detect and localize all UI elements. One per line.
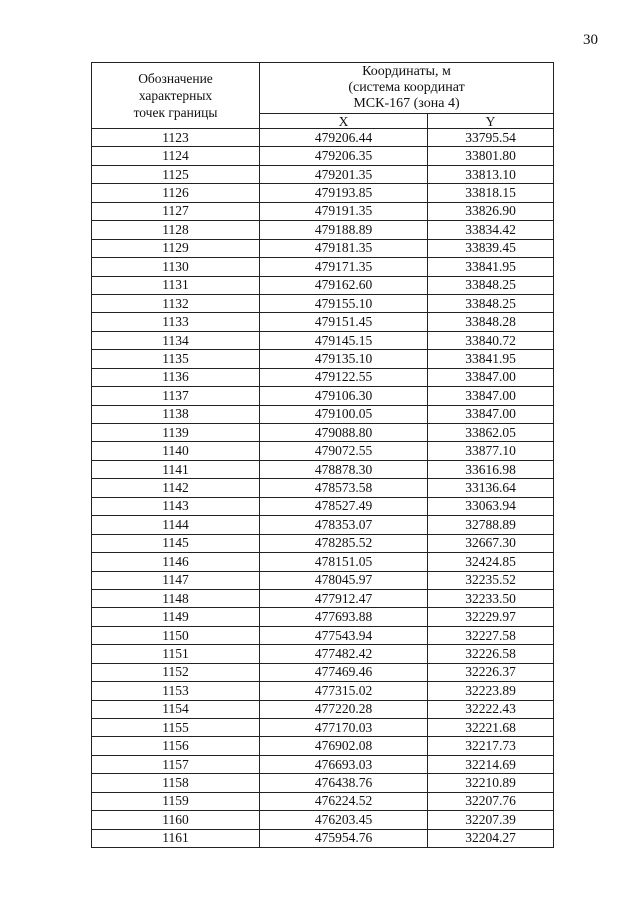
x-cell: 479206.44 (260, 129, 428, 147)
x-cell: 476438.76 (260, 774, 428, 792)
table-row (92, 663, 554, 681)
x-cell: 478353.07 (260, 516, 428, 534)
point-cell: 1143 (92, 497, 260, 515)
x-cell: 479201.35 (260, 165, 428, 183)
point-cell: 1149 (92, 608, 260, 626)
header-x: X (260, 114, 428, 129)
point-cell: 1161 (92, 829, 260, 847)
x-cell: 479191.35 (260, 202, 428, 220)
x-cell: 478045.97 (260, 571, 428, 589)
x-cell: 479188.89 (260, 221, 428, 239)
x-cell: 477693.88 (260, 608, 428, 626)
point-cell: 1160 (92, 811, 260, 829)
page-number: 30 (583, 32, 598, 48)
y-cell: 33839.45 (428, 239, 554, 257)
point-cell: 1123 (92, 129, 260, 147)
y-cell: 33840.72 (428, 331, 554, 349)
x-cell: 479162.60 (260, 276, 428, 294)
header-y: Y (428, 114, 554, 129)
table-row (92, 313, 554, 331)
x-cell: 476902.08 (260, 737, 428, 755)
y-cell: 33801.80 (428, 147, 554, 165)
table-row (92, 129, 554, 147)
point-cell: 1124 (92, 147, 260, 165)
y-cell: 32222.43 (428, 700, 554, 718)
x-cell: 479155.10 (260, 294, 428, 312)
table-row (92, 737, 554, 755)
table-row (92, 645, 554, 663)
y-cell: 32223.89 (428, 682, 554, 700)
x-cell: 475954.76 (260, 829, 428, 847)
point-cell: 1129 (92, 239, 260, 257)
point-cell: 1141 (92, 460, 260, 478)
table-row (92, 294, 554, 312)
point-cell: 1137 (92, 387, 260, 405)
x-cell: 477482.42 (260, 645, 428, 663)
point-cell: 1146 (92, 553, 260, 571)
y-cell: 33136.64 (428, 479, 554, 497)
header-point-designation (92, 63, 260, 129)
coordinates-table (91, 62, 554, 848)
x-cell: 477912.47 (260, 589, 428, 607)
y-cell: 32217.73 (428, 737, 554, 755)
table-row (92, 202, 554, 220)
y-cell: 32424.85 (428, 553, 554, 571)
y-cell: 33795.54 (428, 129, 554, 147)
x-cell: 479171.35 (260, 258, 428, 276)
table-row (92, 387, 554, 405)
y-cell: 32229.97 (428, 608, 554, 626)
table-row (92, 497, 554, 515)
y-cell: 32207.76 (428, 792, 554, 810)
point-cell: 1150 (92, 626, 260, 644)
point-cell: 1127 (92, 202, 260, 220)
x-cell: 477220.28 (260, 700, 428, 718)
table-row (92, 774, 554, 792)
table-row (92, 589, 554, 607)
x-cell: 479122.55 (260, 368, 428, 386)
x-cell: 479100.05 (260, 405, 428, 423)
x-cell: 478285.52 (260, 534, 428, 552)
header-point-line: характерных (138, 88, 213, 103)
table-row (92, 221, 554, 239)
y-cell: 33848.25 (428, 276, 554, 294)
point-cell: 1139 (92, 424, 260, 442)
table-row (92, 755, 554, 773)
y-cell: 32221.68 (428, 719, 554, 737)
point-cell: 1158 (92, 774, 260, 792)
table-row (92, 368, 554, 386)
table-row (92, 239, 554, 257)
y-cell: 32226.58 (428, 645, 554, 663)
y-cell: 33826.90 (428, 202, 554, 220)
table-row (92, 442, 554, 460)
y-cell: 33813.10 (428, 165, 554, 183)
y-cell: 32667.30 (428, 534, 554, 552)
y-cell: 33877.10 (428, 442, 554, 460)
x-cell: 479106.30 (260, 387, 428, 405)
y-cell: 33848.28 (428, 313, 554, 331)
point-cell: 1154 (92, 700, 260, 718)
y-cell: 32227.58 (428, 626, 554, 644)
x-cell: 479135.10 (260, 350, 428, 368)
point-cell: 1126 (92, 184, 260, 202)
point-cell: 1155 (92, 719, 260, 737)
y-cell: 33862.05 (428, 424, 554, 442)
table-row (92, 700, 554, 718)
table-row (92, 571, 554, 589)
point-cell: 1145 (92, 534, 260, 552)
table-row (92, 811, 554, 829)
point-cell: 1144 (92, 516, 260, 534)
table-row (92, 792, 554, 810)
y-cell: 32214.69 (428, 755, 554, 773)
table-row (92, 331, 554, 349)
x-cell: 477469.46 (260, 663, 428, 681)
point-cell: 1152 (92, 663, 260, 681)
y-cell: 32235.52 (428, 571, 554, 589)
table-row (92, 147, 554, 165)
y-cell: 33063.94 (428, 497, 554, 515)
table-row (92, 424, 554, 442)
x-cell: 479151.45 (260, 313, 428, 331)
point-cell: 1128 (92, 221, 260, 239)
point-cell: 1130 (92, 258, 260, 276)
x-cell: 479145.15 (260, 331, 428, 349)
x-cell: 478527.49 (260, 497, 428, 515)
point-cell: 1153 (92, 682, 260, 700)
point-cell: 1138 (92, 405, 260, 423)
table-row (92, 534, 554, 552)
y-cell: 33841.95 (428, 258, 554, 276)
y-cell: 33847.00 (428, 387, 554, 405)
coordinates-table-body (92, 129, 554, 848)
point-cell: 1142 (92, 479, 260, 497)
header-point-line: Обозначение (138, 71, 213, 86)
y-cell: 32210.89 (428, 774, 554, 792)
table-row (92, 719, 554, 737)
table-row (92, 553, 554, 571)
table-row (92, 460, 554, 478)
point-cell: 1157 (92, 755, 260, 773)
x-cell: 476224.52 (260, 792, 428, 810)
point-cell: 1134 (92, 331, 260, 349)
point-cell: 1132 (92, 294, 260, 312)
y-cell: 32226.37 (428, 663, 554, 681)
x-cell: 477315.02 (260, 682, 428, 700)
y-cell: 33841.95 (428, 350, 554, 368)
x-cell: 479088.80 (260, 424, 428, 442)
point-cell: 1140 (92, 442, 260, 460)
y-cell: 32204.27 (428, 829, 554, 847)
header-coords-line: МСК-167 (зона 4) (353, 96, 460, 111)
x-cell: 478151.05 (260, 553, 428, 571)
x-cell: 476203.45 (260, 811, 428, 829)
x-cell: 479206.35 (260, 147, 428, 165)
x-cell: 478878.30 (260, 460, 428, 478)
y-cell: 33616.98 (428, 460, 554, 478)
header-coords-line: (система координат (348, 80, 465, 95)
header-point-line: точек границы (133, 105, 218, 120)
point-cell: 1159 (92, 792, 260, 810)
table-row (92, 405, 554, 423)
point-cell: 1135 (92, 350, 260, 368)
table-row (92, 184, 554, 202)
y-cell: 33834.42 (428, 221, 554, 239)
x-cell: 477543.94 (260, 626, 428, 644)
table-row (92, 516, 554, 534)
table-row (92, 479, 554, 497)
header-coordinates (260, 63, 554, 114)
point-cell: 1133 (92, 313, 260, 331)
table-row (92, 829, 554, 847)
header-coords-line: Координаты, м (362, 64, 451, 79)
y-cell: 32207.39 (428, 811, 554, 829)
point-cell: 1148 (92, 589, 260, 607)
table-row (92, 165, 554, 183)
x-cell: 479072.55 (260, 442, 428, 460)
point-cell: 1151 (92, 645, 260, 663)
table-row (92, 682, 554, 700)
point-cell: 1125 (92, 165, 260, 183)
x-cell: 477170.03 (260, 719, 428, 737)
point-cell: 1136 (92, 368, 260, 386)
table-row (92, 608, 554, 626)
table-row (92, 258, 554, 276)
x-cell: 479181.35 (260, 239, 428, 257)
table-row (92, 626, 554, 644)
y-cell: 32233.50 (428, 589, 554, 607)
y-cell: 33818.15 (428, 184, 554, 202)
table-row (92, 350, 554, 368)
y-cell: 33848.25 (428, 294, 554, 312)
x-cell: 476693.03 (260, 755, 428, 773)
x-cell: 478573.58 (260, 479, 428, 497)
point-cell: 1156 (92, 737, 260, 755)
y-cell: 32788.89 (428, 516, 554, 534)
x-cell: 479193.85 (260, 184, 428, 202)
y-cell: 33847.00 (428, 368, 554, 386)
table-row (92, 276, 554, 294)
y-cell: 33847.00 (428, 405, 554, 423)
point-cell: 1131 (92, 276, 260, 294)
point-cell: 1147 (92, 571, 260, 589)
